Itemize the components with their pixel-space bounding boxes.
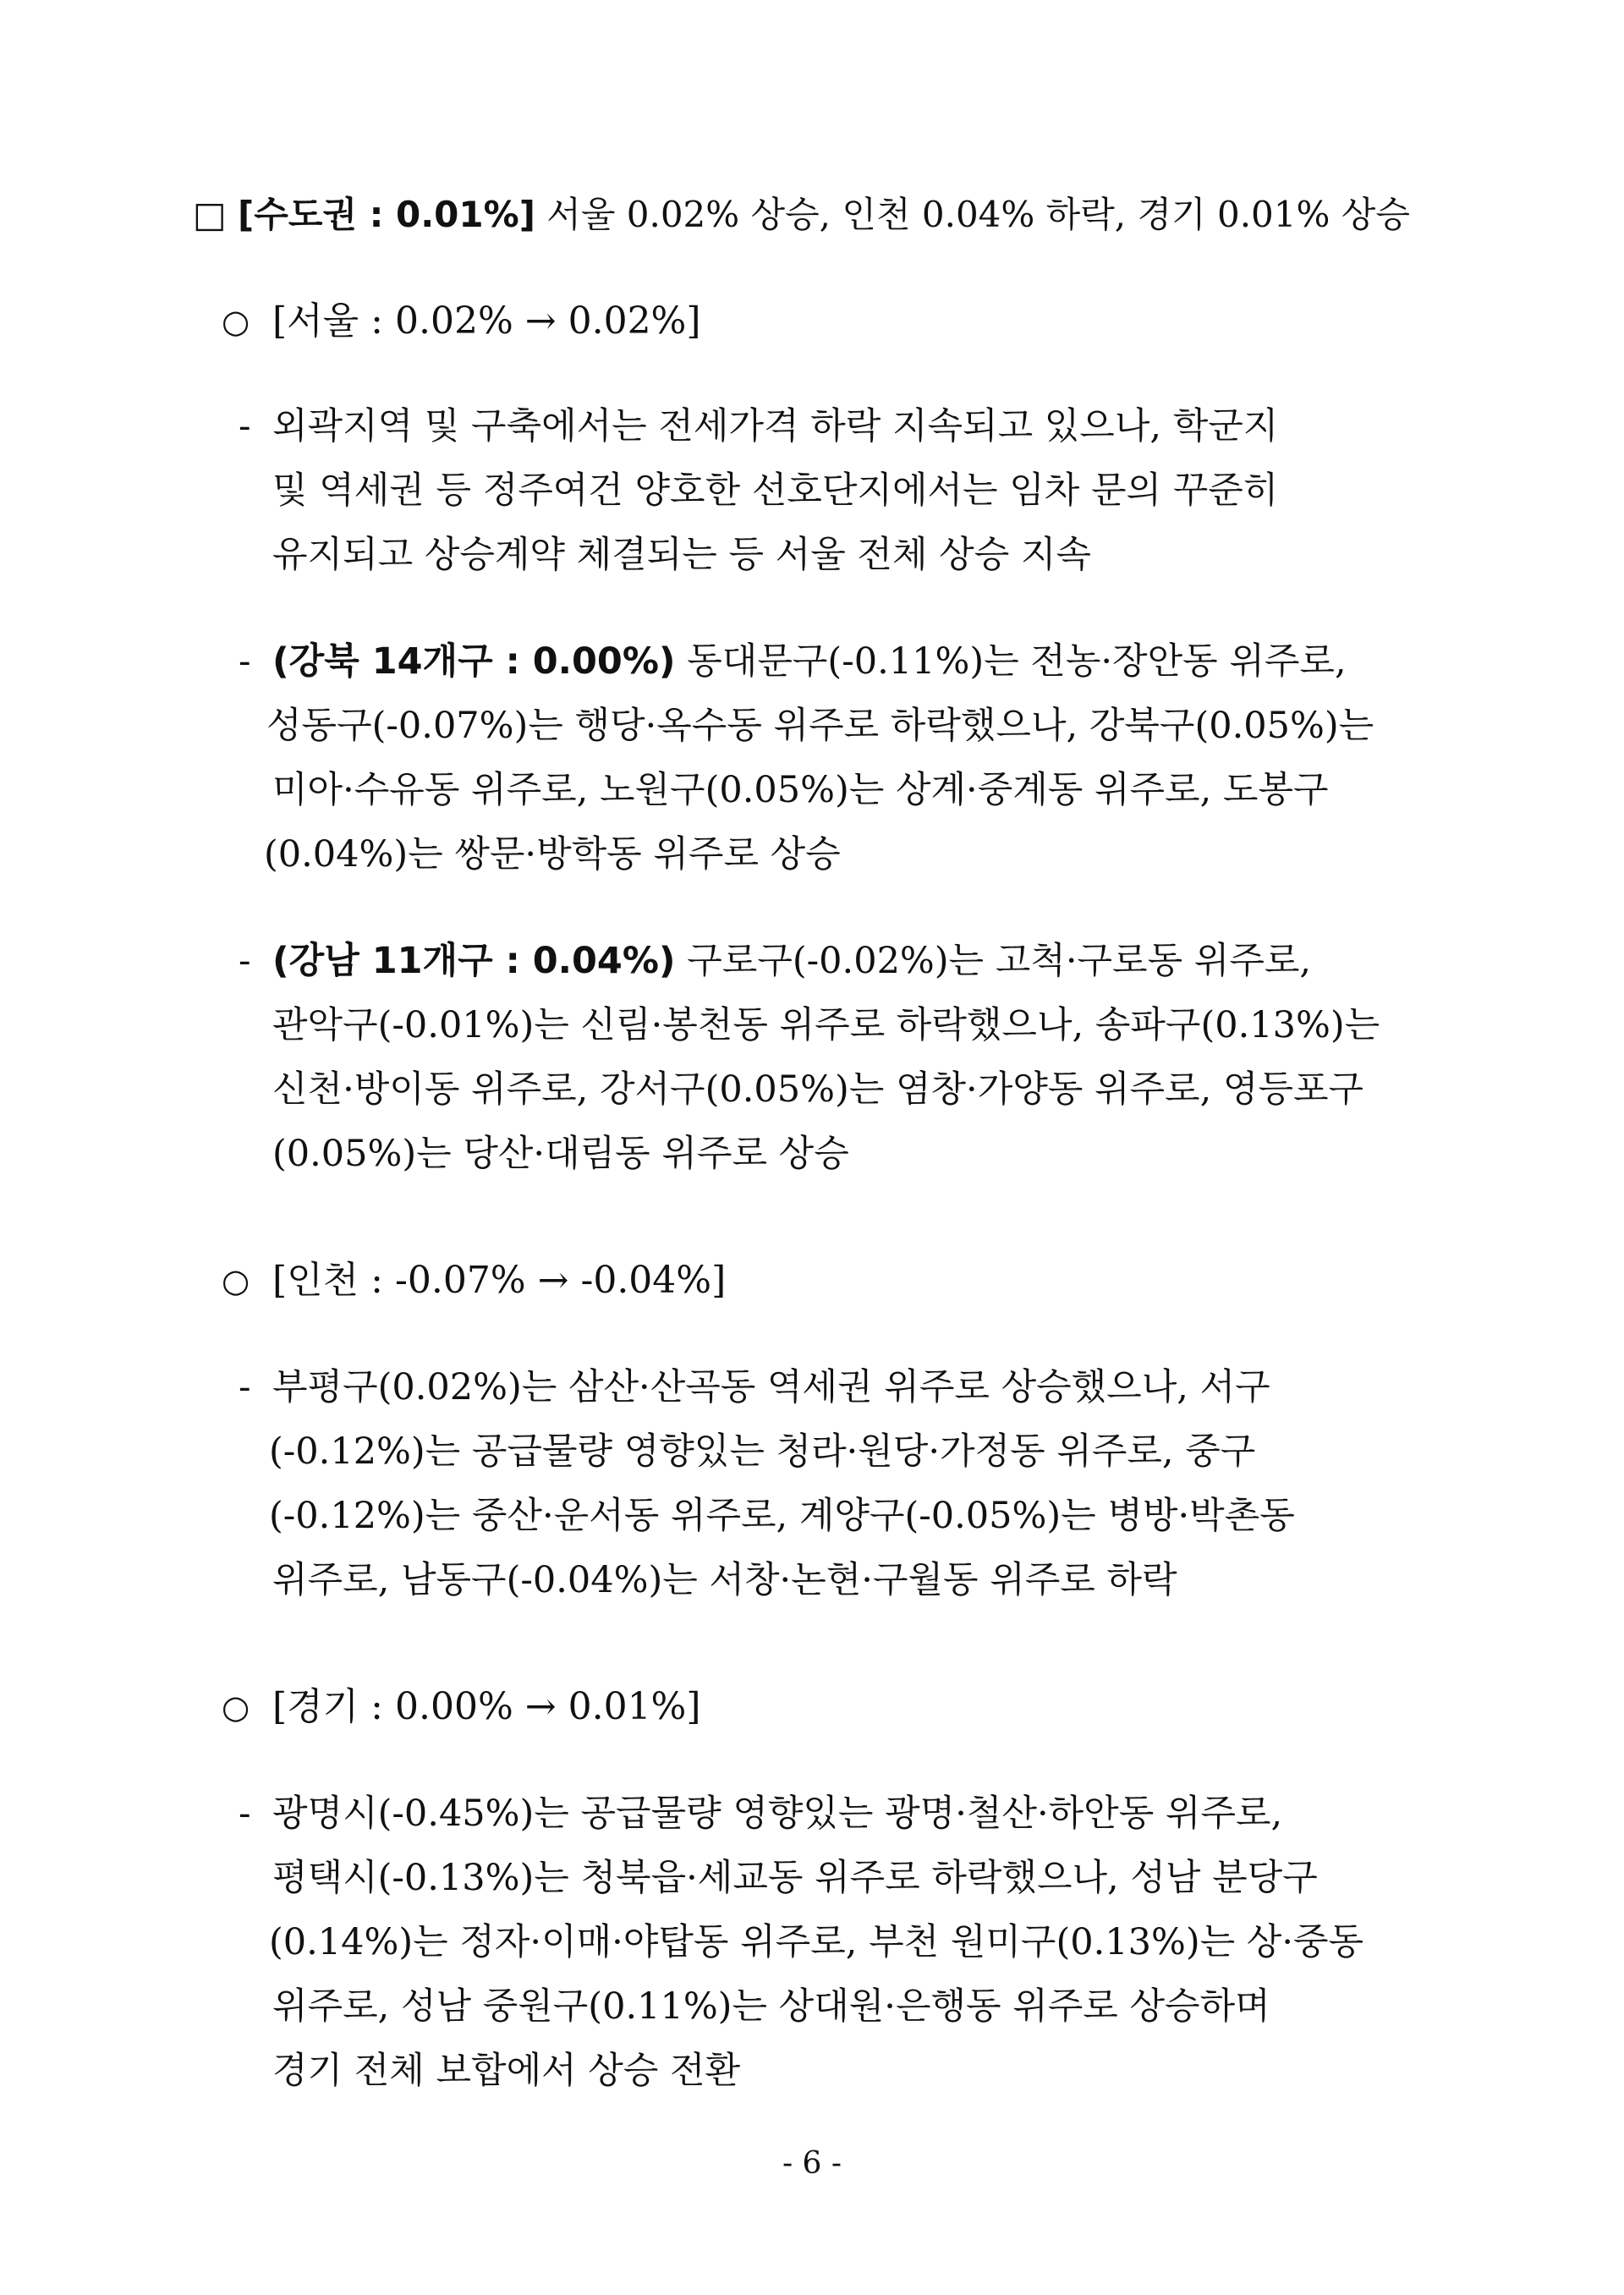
- gyeonggi-p1-line-2: 평택시(-0.13%)는 청북읍·세교동 위주로 하락했으나, 성남 분당구: [272, 1857, 1318, 1899]
- dash-marker: -: [239, 640, 251, 683]
- bullet-circle-icon: ○: [222, 1262, 250, 1299]
- section-header-title: [수도권 : 0.01%]: [238, 194, 535, 235]
- seoul-p2-line-1: [272, 636, 1347, 687]
- incheon-heading: [인천 : -0.07% → -0.04%]: [272, 1259, 727, 1302]
- seoul-heading: [서울 : 0.02% → 0.02%]: [272, 299, 701, 343]
- bullet-circle-icon: ○: [222, 1688, 250, 1726]
- gangnam-label: (강남 11개구 : 0.04%): [272, 940, 676, 982]
- incheon-p1-line-2: (-0.12%)는 공급물량 영향있는 청라·원당·가정동 위주로, 중구: [269, 1430, 1256, 1473]
- dash-marker: -: [239, 940, 251, 982]
- seoul-p2-line-3: 미아·수유동 위주로, 노원구(0.05%)는 상계·중계동 위주로, 도봉구: [272, 769, 1329, 811]
- seoul-p2-line-2: 성동구(-0.07%)는 행당·옥수동 위주로 하락했으나, 강북구(0.05%)는: [266, 705, 1374, 747]
- gangbuk-text: 동대문구(-0.11%)는 전농·장안동 위주로,: [675, 640, 1347, 683]
- checkbox-square-icon: □: [193, 194, 227, 235]
- gangnam-text: 구로구(-0.02%)는 고척·구로동 위주로,: [675, 940, 1312, 982]
- incheon-p1-line-3: (-0.12%)는 중산·운서동 위주로, 계양구(-0.05%)는 병방·박촌동: [269, 1495, 1295, 1537]
- seoul-p3-line-3: 신천·방이동 위주로, 강서구(0.05%)는 염창·가양동 위주로, 영등포구: [272, 1068, 1364, 1111]
- bullet-circle-icon: ○: [222, 303, 250, 340]
- gyeonggi-heading: [경기 : 0.00% → 0.01%]: [272, 1685, 701, 1728]
- gyeonggi-p1-line-5: 경기 전체 보합에서 상승 전환: [272, 2050, 741, 2092]
- seoul-p3-line-4: (0.05%)는 당산·대림동 위주로 상승: [272, 1133, 849, 1175]
- seoul-p1-line-1: 외곽지역 및 구축에서는 전세가격 하락 지속되고 있으나, 학군지: [272, 405, 1279, 447]
- gyeonggi-p1-line-4: 위주로, 성남 중원구(0.11%)는 상대원·은행동 위주로 상승하며: [272, 1985, 1270, 2028]
- seoul-p3-line-2: 관악구(-0.01%)는 신림·봉천동 위주로 하락했으나, 송파구(0.13%)는: [272, 1004, 1380, 1046]
- seoul-p1-line-3: 유지되고 상승계약 체결되는 등 서울 전체 상승 지속: [272, 534, 1091, 576]
- gangbuk-label: (강북 14개구 : 0.00%): [272, 640, 676, 683]
- dash-marker: -: [239, 1793, 251, 1835]
- page-number: - 6 -: [782, 2146, 842, 2181]
- gyeonggi-p1-line-3: (0.14%)는 정자·이매·야탑동 위주로, 부천 원미구(0.13%)는 상·중동: [269, 1921, 1364, 1963]
- section-header-summary: 서울 0.02% 상승, 인천 0.04% 하락, 경기 0.01% 상승: [535, 194, 1410, 235]
- dash-marker: -: [239, 1366, 251, 1408]
- section-header: [193, 189, 1410, 240]
- dash-marker: -: [239, 405, 251, 447]
- seoul-p1-line-2: 및 역세권 등 정주여건 양호한 선호단지에서는 임차 문의 꾸준히: [272, 469, 1279, 512]
- gyeonggi-p1-line-1: 광명시(-0.45%)는 공급물량 영향있는 광명·철산·하안동 위주로,: [272, 1793, 1283, 1835]
- incheon-p1-line-4: 위주로, 남동구(-0.04%)는 서창·논현·구월동 위주로 하락: [272, 1559, 1177, 1601]
- incheon-p1-line-1: 부평구(0.02%)는 삼산·산곡동 역세권 위주로 상승했으나, 서구: [272, 1366, 1270, 1408]
- seoul-p2-line-4: (0.04%)는 쌍문·방학동 위주로 상승: [264, 833, 841, 876]
- seoul-p3-line-1: [272, 936, 1311, 986]
